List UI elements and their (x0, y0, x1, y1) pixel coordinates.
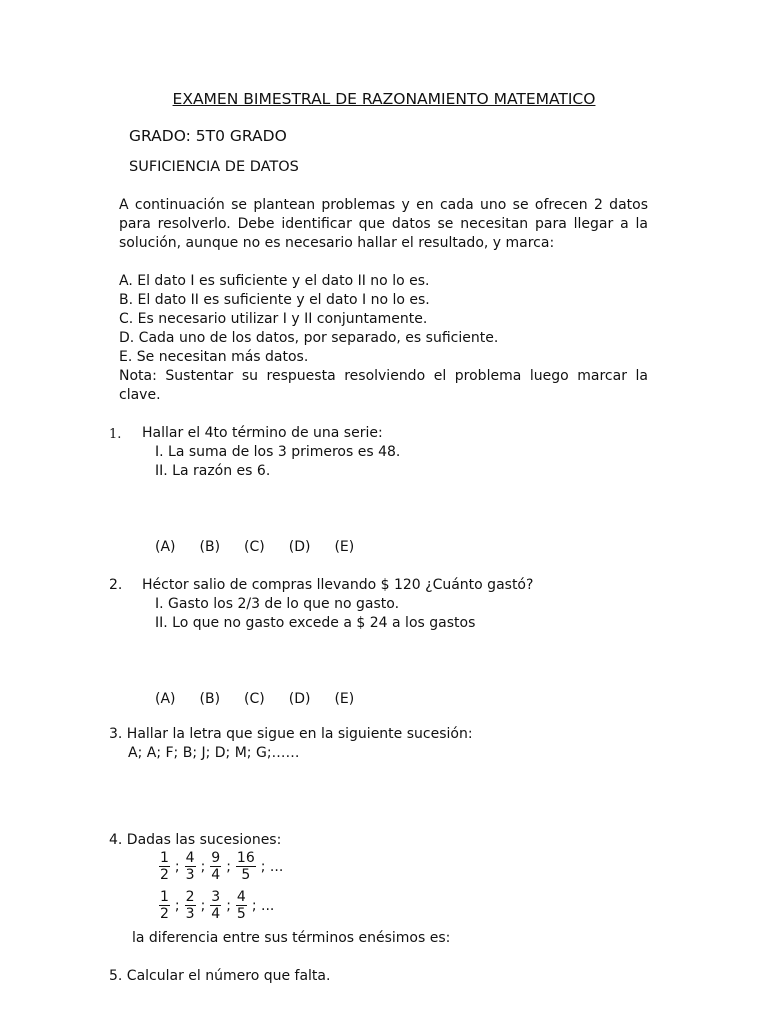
intro-paragraph (119, 196, 648, 253)
option-d: D. Cada uno de los datos, por separado, es suficiente. (119, 330, 499, 346)
choice-a[interactable]: (A) (155, 691, 176, 707)
note-line: clave. (119, 387, 161, 403)
intro-line: para resolverlo. Debe identificar que datos se necesitan para llegar a la (119, 216, 648, 232)
question-2-data-2: II. Lo que no gasto excede a $ 24 a los gastos (155, 615, 476, 631)
question-1-data-2: II. La razón es 6. (155, 463, 271, 479)
grade-heading: GRADO: 5T0 GRADO (129, 127, 287, 145)
choice-b[interactable]: (B) (199, 539, 221, 555)
intro-line: A continuación se plantean problemas y en cada uno se ofrecen 2 datos (119, 197, 648, 213)
fraction: $\frac{4}{3}$ (185, 850, 195, 883)
fraction: $\frac{16}{5}$ (236, 850, 255, 883)
question-1-data-1: I. La suma de los 3 primeros es 48. (155, 444, 401, 460)
intro-line: solución, aunque no es necesario hallar el resultado, y marca: (119, 235, 555, 251)
question-2-choices (155, 690, 378, 709)
question-3-sequence: A; A; F; B; J; D; M; G;…… (128, 745, 300, 761)
fraction: $\frac{9}{4}$ (211, 850, 221, 883)
question-2-number: 2. (109, 577, 123, 593)
question-4-text: 4. Dadas las sucesiones: (109, 832, 282, 848)
fraction: $\frac{1}{2}$ (160, 889, 169, 922)
question-1-number: 1. (109, 427, 122, 442)
question-3-text: 3. Hallar la letra que sigue en la siguiente sucesión: (109, 726, 473, 742)
choice-d[interactable]: (D) (288, 691, 311, 707)
choice-e[interactable]: (E) (334, 691, 355, 707)
choice-c[interactable]: (C) (244, 539, 265, 555)
choice-e[interactable]: (E) (334, 539, 355, 555)
choice-b[interactable]: (B) (199, 691, 221, 707)
sequence-1: $\frac{1}{2}$ ; $\frac{4}{3}$ ; $\frac{9}{4}$ ; $\frac{16}{5}$ ; ... (160, 850, 284, 883)
fraction: $\frac{2}{3}$ (185, 889, 195, 922)
question-4-prompt: la diferencia entre sus términos enésimos es: (132, 930, 451, 946)
question-2-data-1: I. Gasto los 2/3 de lo que no gasto. (155, 596, 400, 612)
section-heading: SUFICIENCIA DE DATOS (129, 159, 299, 175)
option-a: A. El dato I es suficiente y el dato II no lo es. (119, 273, 430, 289)
option-e: E. Se necesitan más datos. (119, 349, 309, 365)
fraction: $\frac{1}{2}$ (160, 850, 169, 883)
question-1-choices (155, 538, 378, 557)
choice-c[interactable]: (C) (244, 691, 265, 707)
fraction: $\frac{3}{4}$ (211, 889, 221, 922)
choice-a[interactable]: (A) (155, 539, 176, 555)
fraction: $\frac{4}{5}$ (236, 889, 246, 922)
question-1-text: Hallar el 4to término de una serie: (142, 425, 383, 441)
exam-title: EXAMEN BIMESTRAL DE RAZONAMIENTO MATEMATICO (172, 90, 596, 108)
question-5-text: 5. Calcular el número que falta. (109, 968, 331, 984)
sequence-2: $\frac{1}{2}$ ; $\frac{2}{3}$ ; $\frac{3}{4}$ ; $\frac{4}{5}$ ; ... (160, 889, 275, 922)
question-2-text: Héctor salio de compras llevando $ 120 ¿Cuánto gastó? (142, 577, 534, 593)
answer-options (119, 272, 648, 405)
option-b: B. El dato II es suficiente y el dato I no lo es. (119, 292, 430, 308)
choice-d[interactable]: (D) (288, 539, 311, 555)
note-line: Nota: Sustentar su respuesta resolviendo el problema luego marcar la (119, 368, 648, 384)
option-c: C. Es necesario utilizar I y II conjuntamente. (119, 311, 428, 327)
